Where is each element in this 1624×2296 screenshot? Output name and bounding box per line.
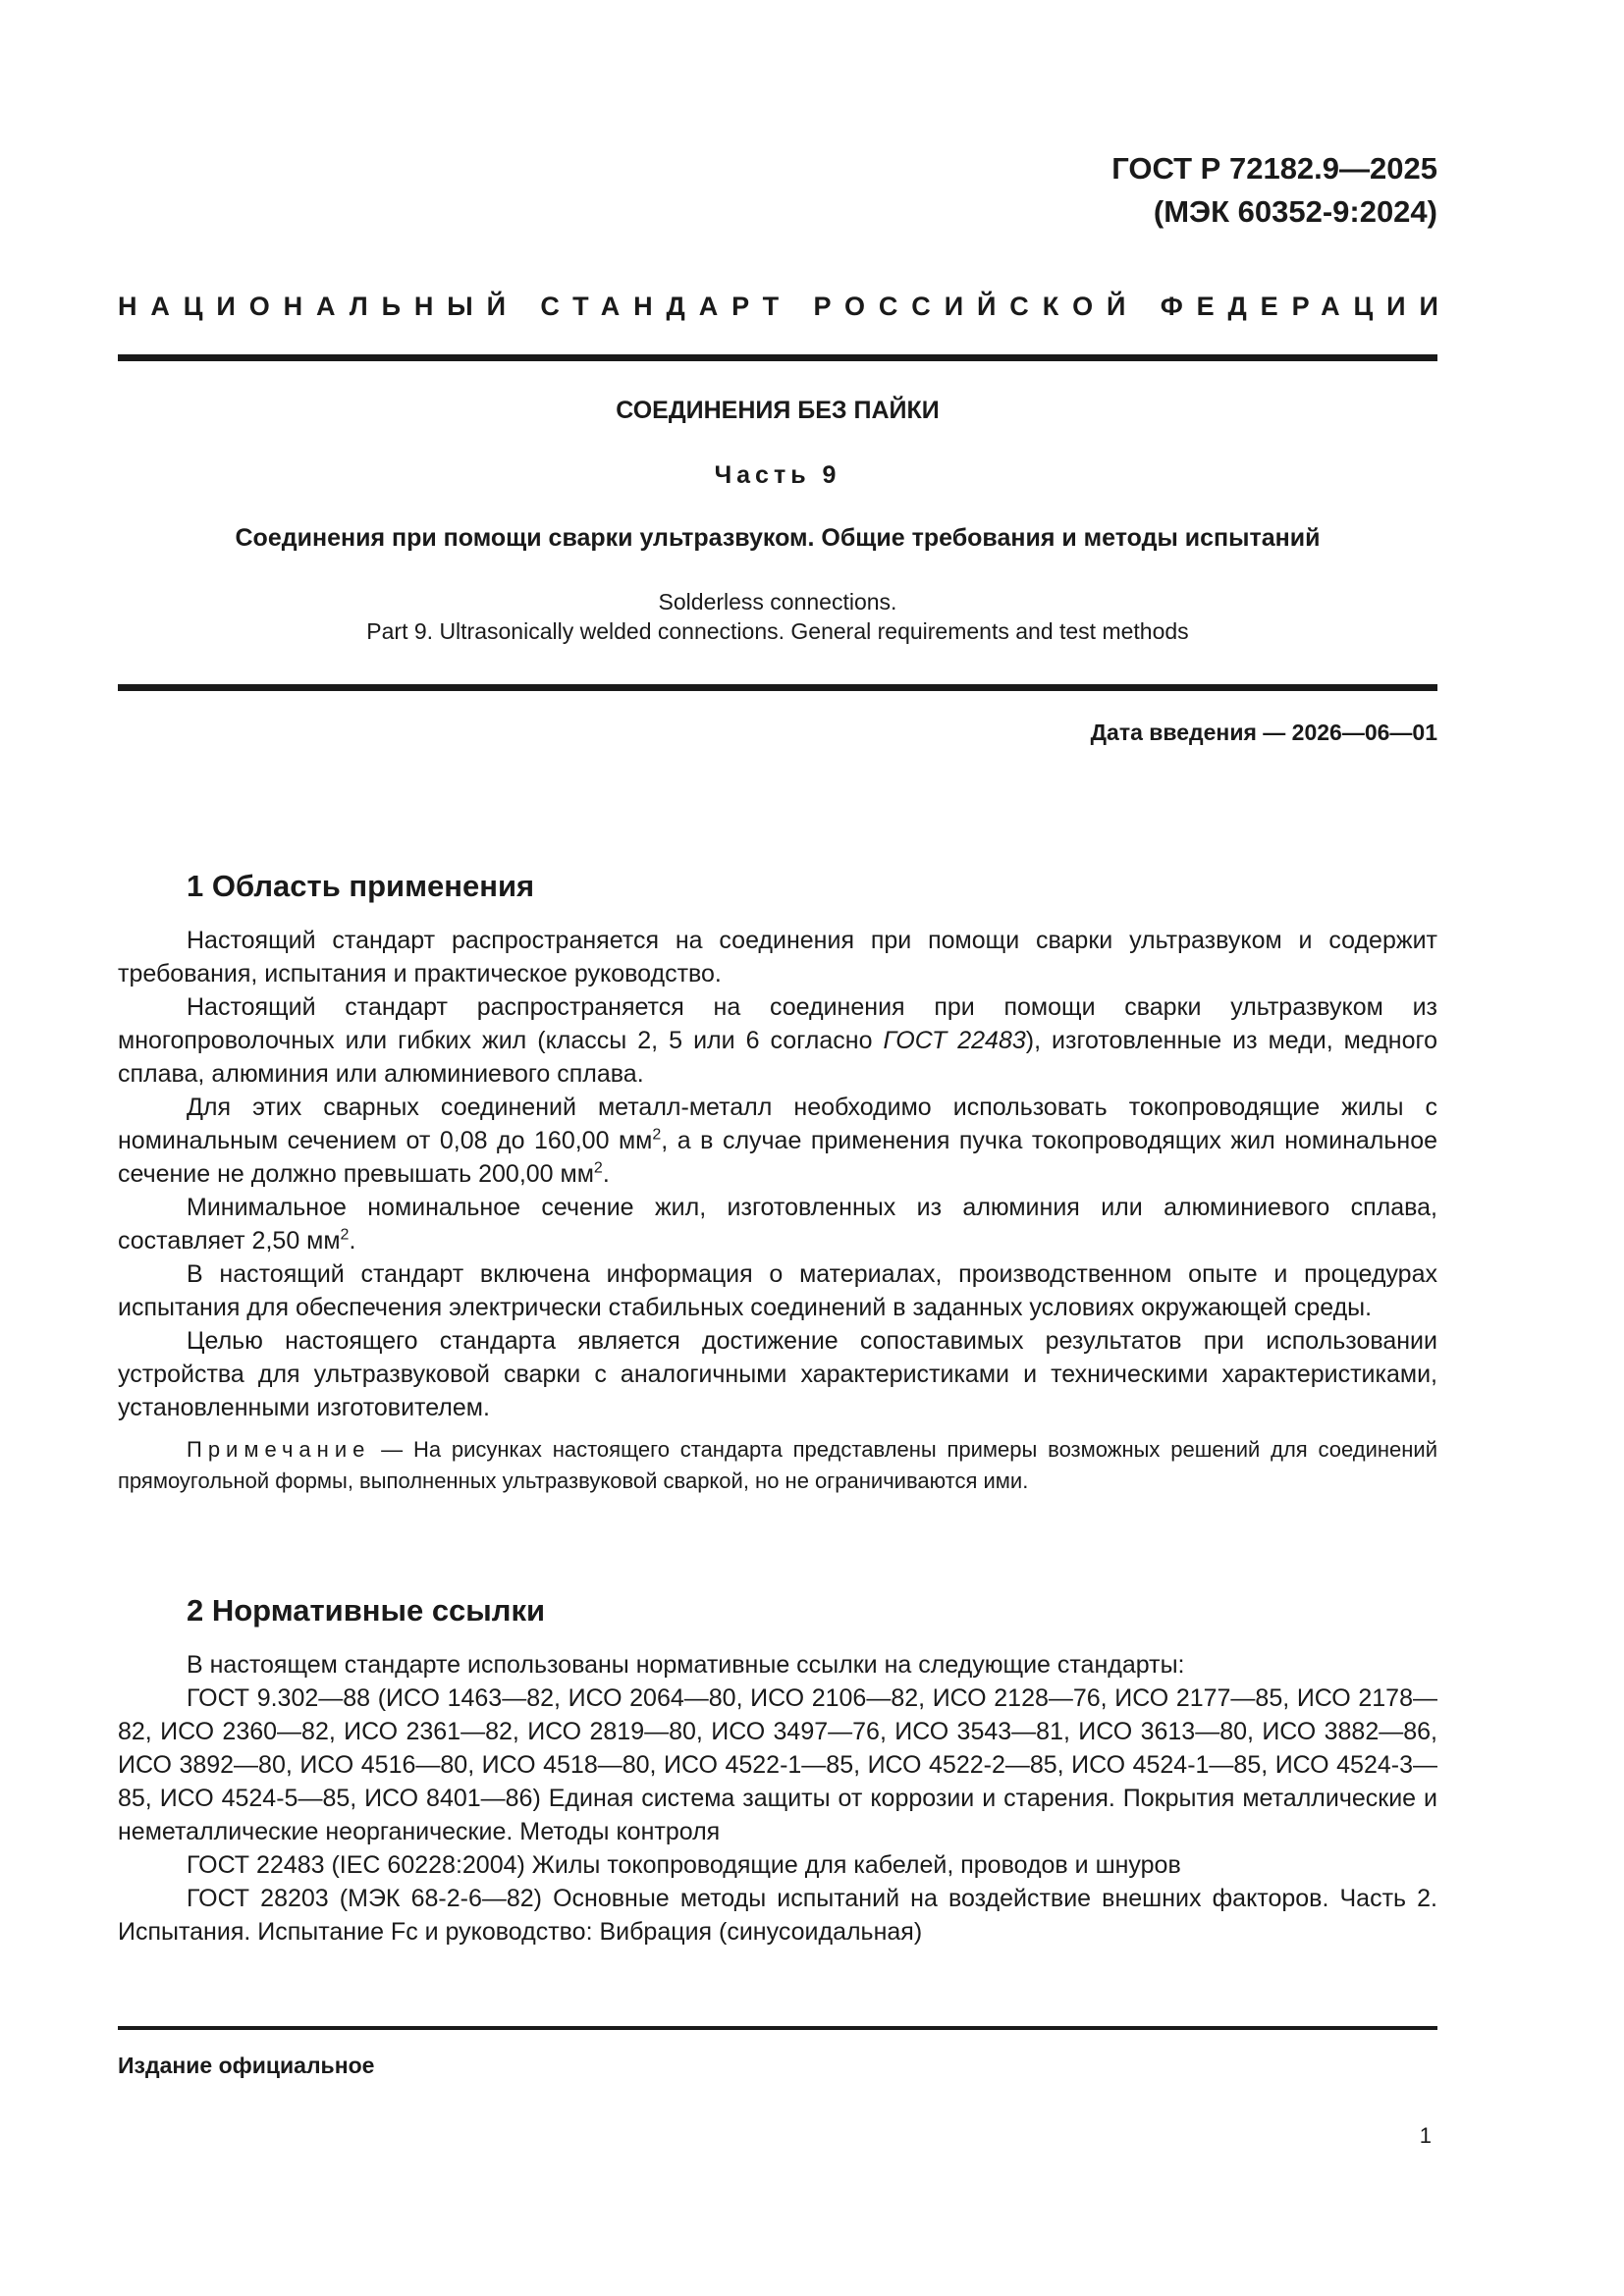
introduction-date: Дата введения — 2026—06—01 [1090, 720, 1437, 745]
reference-item: ГОСТ 9.302—88 (ИСО 1463—82, ИСО 2064—80, ИСО 2106—82, ИСО 2128—76, ИСО 2177—85, ИСО 2178—82, ИСО 2360—82, ИСО 2361—82, ИСО 2819—80, ИСО 3497—76, ИСО 3543—81, ИСО 3613—80, ИСО 3882—86, ИСО 3892—80, ИСО 4516—80, ИСО 4518—80, ИСО 4522-1—85, ИСО 4522-2—85, ИСО 4524-1—85, ИСО 4524-3—85, ИСО 4524-5—85, ИСО 8401—86) Единая система защиты от коррозии и старения. Покрытия металлические и неметаллические неорганические. Методы контроля [118, 1684, 1437, 1845]
standard-reference: ГОСТ 22483 [883, 1027, 1026, 1054]
national-standard-banner: НАЦИОНАЛЬНЫЙ СТАНДАРТ РОССИЙСКОЙ ФЕДЕРАЦИИ [118, 292, 1452, 321]
document-identifier [1111, 147, 1437, 234]
iec-number: (МЭК 60352-9:2024) [1153, 194, 1437, 229]
paragraph: Целью настоящего стандарта является достижение сопоставимых результатов при использовании устройства для ультразвуковой сварки с аналогичными характеристиками и техническими характеристиками, установленными изготовителем. [118, 1327, 1437, 1421]
paragraph: Минимальное номинальное сечение жил, изготовленных из алюминия или алюминиевого сплава, составляет 2,50 $мм^2$. [118, 1194, 1437, 1255]
note: Примечание — На рисунках настоящего стандарта представлены примеры возможных решений для соединений прямоугольной формы, выполненных ультразвуковой сваркой, но не ограничиваются ими. [118, 1437, 1437, 1493]
title-divider [118, 684, 1437, 691]
document-page [118, 0, 1452, 2296]
reference-item: ГОСТ 28203 (МЭК 68-2-6—82) Основные методы испытаний на воздействие внешних факторов. Часть 2. Испытания. Испытание Fc и руководство: Вибрация (синусоидальная) [118, 1885, 1437, 1946]
title-english-line2: Part 9. Ultrasonically welded connections. General requirements and test methods [366, 618, 1189, 644]
paragraph: В настоящий стандарт включена информация о материалах, производственном опыте и процедурах испытания для обеспечения электрически стабильных соединений в заданных условиях окружающей среды. [118, 1260, 1437, 1321]
title-main: СОЕДИНЕНИЯ БЕЗ ПАЙКИ [616, 397, 940, 424]
title-subtitle: Соединения при помощи сварки ультразвуком. Общие требования и методы испытаний [235, 524, 1321, 552]
title-part: Часть 9 [714, 461, 841, 489]
section-scope [118, 869, 1437, 1497]
paragraph: Настоящий стандарт распространяется на соединения при помощи сварки ультразвуком из многопроволочных или гибких жил (классы 2, 5 или 6 согласно ГОСТ 22483), изготовленные из меди, медного сплава, алюминия или алюминиевого сплава. [118, 993, 1437, 1088]
note-label: Примечание [187, 1437, 371, 1462]
edition-label: Издание официальное [118, 2053, 375, 2078]
section-normative-references [118, 1593, 1437, 1949]
paragraph: Настоящий стандарт распространяется на соединения при помощи сварки ультразвуком и содержит требования, испытания и практическое руководство. [118, 927, 1437, 988]
page-number: 1 [1419, 2123, 1432, 2148]
section-heading: 2 Нормативные ссылки [187, 1593, 546, 1628]
doc-number: ГОСТ Р 72182.9—2025 [1111, 151, 1437, 186]
footer-divider [118, 2026, 1437, 2030]
reference-item: ГОСТ 22483 (IEC 60228:2004) Жилы токопроводящие для кабелей, проводов и шнуров [187, 1851, 1181, 1879]
header-divider [118, 354, 1437, 361]
paragraph: В настоящем стандарте использованы нормативные ссылки на следующие стандарты: [187, 1651, 1185, 1679]
paragraph: Для этих сварных соединений металл-металл необходимо использовать токопроводящие жилы с номинальным сечением от 0,08 до 160,00 $мм^2$, а в случае применения пучка токопроводящих жил номинальное сечение не должно превышать 200,00 $мм^2$. [118, 1094, 1438, 1188]
section-heading: 1 Область применения [187, 869, 535, 903]
title-english-line1: Solderless connections. [658, 589, 897, 614]
